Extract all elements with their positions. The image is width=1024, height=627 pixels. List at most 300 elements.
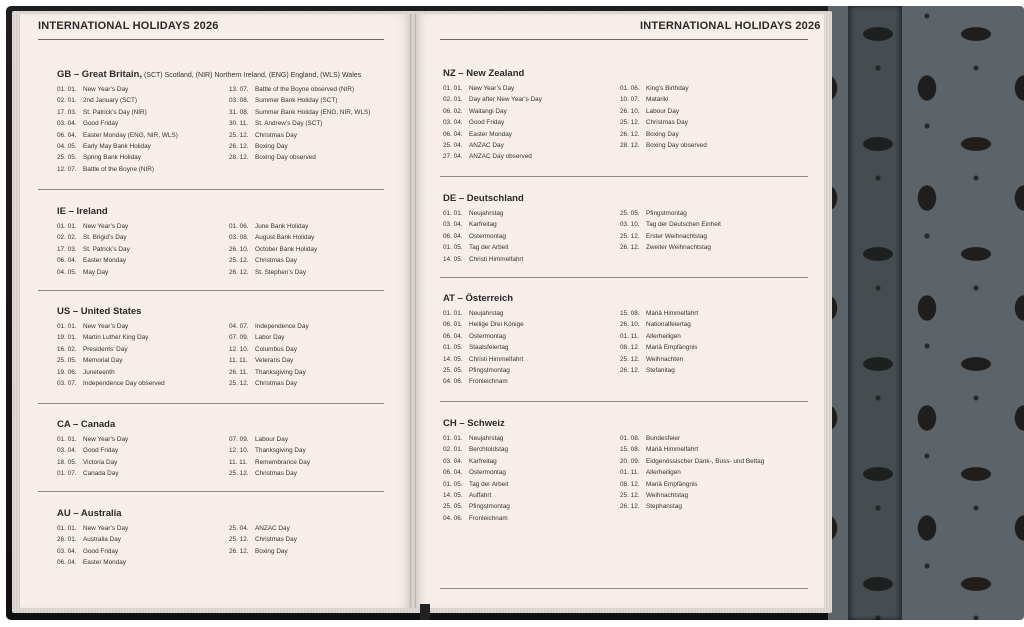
holiday-entry <box>57 107 178 118</box>
holiday-date: 01. 01. <box>443 435 463 442</box>
section-divider <box>38 491 384 492</box>
holiday-date: 02. 01. <box>443 96 463 104</box>
holiday-name: May Day <box>83 268 109 276</box>
holiday-entry <box>443 456 510 467</box>
holiday-name: Tag der Arbeit <box>469 244 509 252</box>
holiday-name: Christmas Day <box>255 379 297 387</box>
holiday-entry <box>443 354 524 365</box>
holiday-entry <box>620 219 721 230</box>
holiday-name: Boxing Day <box>255 142 288 150</box>
holiday-name: Labor Day <box>255 334 285 342</box>
holiday-date: 25. 12. <box>229 131 249 139</box>
holiday-date: 01. 01. <box>443 85 463 92</box>
holiday-date: 06. 04. <box>443 469 463 477</box>
holiday-name: St. Patrick’s Day (NIR) <box>83 108 147 116</box>
holiday-name: Juneteenth <box>83 368 115 376</box>
holiday-name: New Year’s Day <box>83 223 129 230</box>
holiday-entry <box>229 244 317 255</box>
holiday-date: 25. 05. <box>57 154 77 162</box>
holiday-entry <box>57 468 128 479</box>
holiday-entry <box>443 501 510 512</box>
holiday-name: Martin Luther King Day <box>83 334 149 342</box>
holiday-entry <box>229 152 370 163</box>
holiday-date: 17. 03. <box>57 108 77 116</box>
bookmark-ribbon <box>420 604 430 620</box>
holiday-entry <box>229 355 309 366</box>
holiday-date: 26. 12. <box>229 547 249 555</box>
holiday-name: Memorial Day <box>83 357 123 365</box>
holiday-entry <box>229 468 310 479</box>
holiday-date: 16. 02. <box>57 345 77 353</box>
holiday-entry <box>229 118 370 129</box>
holiday-date: 30. 11. <box>229 120 249 128</box>
holiday-name: Battle of the Boyne (NIR) <box>83 165 155 173</box>
holiday-date: 01. 06. <box>620 85 640 92</box>
holiday-date: 08. 12. <box>620 344 640 352</box>
holiday-date: 25. 12. <box>229 257 249 265</box>
holiday-entry <box>620 331 698 342</box>
holiday-name: Good Friday <box>83 547 119 555</box>
holiday-name: Battle of the Boyne observed (NIR) <box>255 86 355 93</box>
holiday-entry <box>443 83 542 94</box>
holiday-entry <box>443 331 524 342</box>
holiday-entry <box>620 117 707 128</box>
country-name: IE – Ireland <box>57 206 108 217</box>
section-title <box>443 193 524 204</box>
section-title <box>443 418 505 429</box>
holiday-entry <box>620 140 707 151</box>
holiday-name: Summer Bank Holiday (ENG, NIR, WLS) <box>255 108 371 116</box>
holiday-date: 12. 10. <box>229 447 249 455</box>
holiday-date: 01. 01. <box>443 210 463 217</box>
holiday-date: 25. 04. <box>229 525 249 532</box>
holiday-date: 15. 08. <box>620 446 640 454</box>
holiday-name: Fronleichnam <box>469 378 508 386</box>
region-legend: (SCT) Scotland, (NIR) Northern Ireland, (ENG) England, (WLS) Wales <box>142 72 362 79</box>
holiday-name: 2nd January (SCT) <box>83 97 137 105</box>
holiday-entry <box>229 321 309 332</box>
holiday-name: Pfingstmontag <box>469 366 510 374</box>
holiday-entry <box>57 95 178 106</box>
holiday-entry <box>57 255 130 266</box>
holiday-name: Stefanitag <box>646 366 675 374</box>
holiday-entry <box>620 94 707 105</box>
holiday-entry <box>443 490 510 501</box>
holiday-date: 06. 04. <box>443 130 463 138</box>
holiday-entry <box>620 354 698 365</box>
holiday-entry <box>229 534 297 545</box>
holiday-date: 26. 01. <box>57 536 77 544</box>
holiday-date: 03. 04. <box>443 119 463 127</box>
holiday-date: 06. 04. <box>443 232 463 240</box>
holiday-entry <box>443 140 542 151</box>
holiday-date: 11. 11. <box>229 357 248 365</box>
holiday-name: Summer Bank Holiday (SCT) <box>255 97 338 105</box>
holiday-entry <box>443 342 524 353</box>
holiday-entry <box>620 467 764 478</box>
holiday-entry <box>443 129 542 140</box>
holiday-entry <box>57 557 128 568</box>
holiday-entry <box>229 523 297 534</box>
holiday-entry <box>620 342 698 353</box>
holiday-name: Thanksgiving Day <box>255 447 306 455</box>
holiday-entry <box>57 244 130 255</box>
holiday-date: 02. 01. <box>443 446 463 454</box>
holiday-date: 01. 01. <box>57 436 77 443</box>
holiday-date: 15. 08. <box>620 310 640 317</box>
country-name: US – United States <box>57 306 142 317</box>
holiday-date: 25. 12. <box>620 491 640 499</box>
holiday-date: 04. 05. <box>57 268 77 276</box>
holiday-date: 06. 04. <box>443 332 463 340</box>
holiday-entry <box>620 444 764 455</box>
holiday-name: New Year’s Day <box>469 85 515 92</box>
holiday-name: Heilige Drei Könige <box>469 321 524 329</box>
holiday-date: 14. 05. <box>443 491 463 499</box>
holiday-date: 07. 09. <box>229 334 249 342</box>
holiday-name: Christmas Day <box>255 131 297 139</box>
holiday-entry <box>229 232 317 243</box>
holiday-entry <box>229 378 309 389</box>
holiday-date: 27. 04. <box>443 153 463 161</box>
holiday-name: Allerheiligen <box>646 469 681 477</box>
holiday-name: Auffahrt <box>469 491 492 499</box>
holiday-column <box>620 208 721 254</box>
holiday-date: 13. 07. <box>229 86 249 93</box>
holiday-date: 04. 05. <box>57 142 77 150</box>
country-name: GB – Great Britain, <box>57 69 142 80</box>
holiday-name: Pfingstmontag <box>469 503 510 511</box>
holiday-name: Boxing Day observed <box>255 154 316 162</box>
holiday-column <box>443 83 542 163</box>
holiday-name: Zweiter Weihnachtstag <box>646 244 711 252</box>
holiday-column <box>443 208 523 265</box>
holiday-column <box>229 221 317 278</box>
holiday-entry <box>620 208 721 219</box>
section-title <box>57 419 115 430</box>
holiday-name: Neujahrstag <box>469 435 504 442</box>
holiday-entry <box>229 267 317 278</box>
holiday-name: Mariä Himmelfahrt <box>646 310 699 317</box>
holiday-name: Mariä Empfängnis <box>646 344 698 352</box>
holiday-entry <box>620 456 764 467</box>
holiday-column <box>620 308 698 376</box>
holiday-date: 25. 04. <box>443 141 463 149</box>
holiday-entry <box>57 118 178 129</box>
holiday-name: Erster Weihnachtstag <box>646 232 707 240</box>
holiday-date: 06. 04. <box>57 559 77 567</box>
holiday-date: 01. 08. <box>620 435 640 442</box>
holiday-date: 26. 12. <box>620 130 640 138</box>
holiday-entry <box>229 95 370 106</box>
left-page-title: INTERNATIONAL HOLIDAYS 2026 <box>38 20 219 32</box>
holiday-date: 01. 01. <box>57 525 77 532</box>
section-title <box>57 206 108 217</box>
holiday-name: Christi Himmelfahrt <box>469 255 524 263</box>
holiday-entry <box>57 232 130 243</box>
holiday-name: Independence Day observed <box>83 379 165 387</box>
holiday-name: ANZAC Day <box>469 141 504 149</box>
holiday-name: Easter Monday <box>469 130 512 138</box>
holiday-entry <box>229 457 310 468</box>
holiday-name: St. Stephen’s Day <box>255 268 307 276</box>
holiday-date: 03. 08. <box>229 97 249 105</box>
holiday-name: Easter Monday <box>83 257 126 265</box>
holiday-entry <box>443 479 510 490</box>
holiday-date: 03. 04. <box>57 120 77 128</box>
holiday-entry <box>57 355 165 366</box>
holiday-entry <box>620 242 721 253</box>
holiday-name: St. Andrew’s Day (SCT) <box>255 120 323 128</box>
holiday-name: Weihnachtstag <box>646 491 689 499</box>
holiday-entry <box>57 523 128 534</box>
holiday-date: 01. 11. <box>620 332 640 340</box>
holiday-date: 26. 11. <box>229 368 249 376</box>
holiday-entry <box>443 376 524 387</box>
holiday-entry <box>57 378 165 389</box>
holiday-date: 25. 12. <box>229 536 249 544</box>
holiday-date: 14. 05. <box>443 355 463 363</box>
holiday-entry <box>229 332 309 343</box>
holiday-name: Boxing Day <box>255 547 288 555</box>
section-title <box>443 68 524 79</box>
holiday-entry <box>620 501 764 512</box>
holiday-entry <box>57 130 178 141</box>
holiday-name: Easter Monday (ENG, NIR, WLS) <box>83 131 178 139</box>
holiday-entry <box>229 255 317 266</box>
holiday-date: 10. 07. <box>620 96 640 104</box>
holiday-date: 03. 10. <box>620 221 640 229</box>
holiday-name: Mariä Himmelfahrt <box>646 446 699 454</box>
holiday-name: Karfreitag <box>469 457 497 465</box>
holiday-name: New Year’s Day <box>83 323 129 330</box>
holiday-name: June Bank Holiday <box>255 223 309 230</box>
holiday-name: Columbus Day <box>255 345 297 353</box>
holiday-name: Victoria Day <box>83 458 118 466</box>
holiday-date: 03. 04. <box>443 221 463 229</box>
holiday-column <box>57 221 130 278</box>
holiday-name: Tag der Arbeit <box>469 480 509 488</box>
holiday-column <box>229 523 297 557</box>
holiday-entry <box>443 513 510 524</box>
holiday-name: Presidents’ Day <box>83 345 128 353</box>
holiday-entry <box>443 208 523 219</box>
holiday-name: Tag der Deutschen Einheit <box>646 221 721 229</box>
holiday-date: 01. 11. <box>620 469 640 477</box>
holiday-entry <box>57 332 165 343</box>
holiday-date: 20. 09. <box>620 457 640 465</box>
holiday-column <box>620 433 764 513</box>
holiday-entry <box>229 344 309 355</box>
holiday-name: ANZAC Day <box>255 525 290 532</box>
holiday-entry <box>620 129 707 140</box>
holiday-entry <box>229 130 370 141</box>
section-divider <box>38 403 384 404</box>
holiday-date: 25. 05. <box>620 210 640 217</box>
holiday-entry <box>443 444 510 455</box>
holiday-entry <box>443 94 542 105</box>
holiday-entry <box>443 106 542 117</box>
holiday-entry <box>443 219 523 230</box>
holiday-date: 01. 01. <box>57 223 77 230</box>
holiday-date: 06. 02. <box>443 107 463 115</box>
holiday-name: Day after New Year’s Day <box>469 96 542 104</box>
holiday-date: 03. 04. <box>443 457 463 465</box>
holiday-date: 03. 07. <box>57 379 77 387</box>
holiday-name: Fronleichnam <box>469 514 508 522</box>
holiday-entry <box>443 365 524 376</box>
holiday-entry <box>57 152 178 163</box>
holiday-entry <box>620 433 764 444</box>
holiday-entry <box>57 164 178 175</box>
holiday-date: 26. 12. <box>229 142 249 150</box>
book-gutter <box>410 14 416 608</box>
holiday-name: Canada Day <box>83 470 119 478</box>
holiday-date: 25. 12. <box>620 119 640 127</box>
holiday-date: 14. 05. <box>443 255 463 263</box>
holiday-date: 03. 04. <box>57 547 77 555</box>
holiday-date: 01. 06. <box>229 223 249 230</box>
holiday-entry <box>57 221 130 232</box>
holiday-name: Nationalfeiertag <box>646 321 691 329</box>
country-name: CH – Schweiz <box>443 418 505 429</box>
holiday-name: Good Friday <box>83 447 119 455</box>
country-name: CA – Canada <box>57 419 116 430</box>
holiday-date: 25. 05. <box>443 503 463 511</box>
holiday-column <box>57 523 128 569</box>
holiday-date: 06. 04. <box>57 257 77 265</box>
holiday-name: New Year’s Day <box>83 525 129 532</box>
holiday-date: 19. 01. <box>57 334 77 342</box>
holiday-date: 25. 12. <box>620 232 640 240</box>
holiday-date: 06. 04. <box>57 131 77 139</box>
holiday-date: 26. 10. <box>620 107 640 115</box>
holiday-name: Berchtoldstag <box>469 446 509 454</box>
holiday-entry <box>57 321 165 332</box>
holiday-date: 07. 09. <box>229 436 249 443</box>
holiday-name: King’s Birthday <box>646 85 689 92</box>
holiday-date: 19. 06. <box>57 368 77 376</box>
holiday-entry <box>620 106 707 117</box>
holiday-date: 01. 01. <box>57 86 77 93</box>
holiday-name: Christmas Day <box>646 119 688 127</box>
holiday-date: 04. 06. <box>443 514 463 522</box>
holiday-date: 18. 05. <box>57 458 77 466</box>
holiday-entry <box>443 242 523 253</box>
holiday-column <box>57 434 128 480</box>
holiday-entry <box>229 546 297 557</box>
holiday-date: 31. 08. <box>229 108 249 116</box>
country-name: AT – Österreich <box>443 293 514 304</box>
holiday-name: Australia Day <box>83 536 122 544</box>
holiday-entry <box>57 546 128 557</box>
holiday-date: 06. 01. <box>443 321 463 329</box>
right-page-title: INTERNATIONAL HOLIDAYS 2026 <box>640 20 821 32</box>
section-divider <box>440 401 808 402</box>
holiday-date: 25. 12. <box>229 379 249 387</box>
holiday-entry <box>620 308 698 319</box>
holiday-entry <box>57 84 178 95</box>
holiday-date: 08. 12. <box>620 480 640 488</box>
holiday-entry <box>229 445 310 456</box>
holiday-name: Early May Bank Holiday <box>83 142 151 150</box>
holiday-name: New Year’s Day <box>83 86 129 93</box>
holiday-name: Neujahrstag <box>469 210 504 217</box>
holiday-name: St. Brigid’s Day <box>83 234 127 242</box>
holiday-name: Ostermontag <box>469 469 506 477</box>
country-name: AU – Australia <box>57 508 122 519</box>
section-divider <box>440 588 808 589</box>
holiday-name: Spring Bank Holiday <box>83 154 141 162</box>
holiday-column <box>229 434 310 480</box>
holiday-entry <box>443 231 523 242</box>
holiday-entry <box>229 84 370 95</box>
holiday-name: Bundesfeier <box>646 435 681 442</box>
holiday-name: Thanksgiving Day <box>255 368 306 376</box>
holiday-name: Pfingstmontag <box>646 210 687 217</box>
holiday-name: October Bank Holiday <box>255 245 318 253</box>
holiday-entry <box>57 434 128 445</box>
holiday-date: 04. 07. <box>229 323 249 330</box>
holiday-column <box>620 83 707 151</box>
holiday-column <box>443 433 510 524</box>
holiday-entry <box>443 433 510 444</box>
holiday-name: Boxing Day observed <box>646 141 707 149</box>
holiday-column <box>229 321 309 389</box>
holiday-entry <box>620 490 764 501</box>
holiday-name: St. Patrick’s Day <box>83 245 130 253</box>
section-title <box>443 293 513 304</box>
holiday-name: Stephanstag <box>646 503 682 511</box>
holiday-entry <box>620 83 707 94</box>
holiday-date: 01. 05. <box>443 344 463 352</box>
section-title <box>57 306 141 317</box>
holiday-date: 01. 01. <box>443 310 463 317</box>
holiday-date: 28. 12. <box>620 141 640 149</box>
holiday-date: 03. 08. <box>229 234 249 242</box>
holiday-name: Mariä Empfängnis <box>646 480 698 488</box>
holiday-name: August Bank Holiday <box>255 234 315 242</box>
holiday-date: 01. 05. <box>443 244 463 252</box>
holiday-entry <box>443 151 542 162</box>
section-divider <box>38 189 384 190</box>
holiday-date: 25. 05. <box>443 366 463 374</box>
holiday-entry <box>620 319 698 330</box>
holiday-name: Labour Day <box>646 107 680 115</box>
holiday-entry <box>57 445 128 456</box>
holiday-entry <box>620 479 764 490</box>
section-divider <box>38 290 384 291</box>
holiday-column <box>443 308 524 388</box>
holiday-entry <box>620 365 698 376</box>
holiday-date: 26. 12. <box>620 366 640 374</box>
holiday-name: Waitangi Day <box>469 107 507 115</box>
holiday-name: Matariki <box>646 96 669 104</box>
holiday-name: Labour Day <box>255 436 289 443</box>
holiday-name: Remembrance Day <box>255 458 311 466</box>
holiday-name: Christmas Day <box>255 257 297 265</box>
holiday-entry <box>229 221 317 232</box>
holiday-date: 01. 07. <box>57 470 77 478</box>
holiday-name: Allerheiligen <box>646 332 681 340</box>
holiday-entry <box>57 344 165 355</box>
holiday-date: 26. 10. <box>620 321 640 329</box>
section-divider <box>440 176 808 177</box>
holiday-entry <box>443 308 524 319</box>
holiday-date: 01. 01. <box>57 323 77 330</box>
holiday-entry <box>57 367 165 378</box>
holiday-name: Ostermontag <box>469 332 506 340</box>
